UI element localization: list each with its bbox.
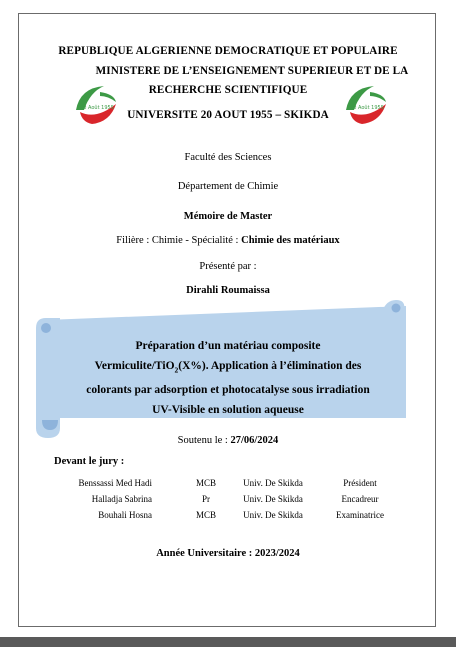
jury-grade: MCB bbox=[195, 478, 216, 488]
academic-year: Année Universitaire : 2023/2024 bbox=[156, 548, 300, 559]
title-line-1: Préparation d’un matériau composite bbox=[135, 340, 321, 352]
title-line-4: UV-Visible en solution aqueuse bbox=[152, 404, 304, 417]
logo-text: 20 Août 1955 bbox=[80, 105, 114, 111]
author: Dirahli Roumaissa bbox=[186, 285, 270, 296]
university-logo-left-icon bbox=[70, 80, 122, 132]
table-row bbox=[0, 477, 456, 490]
filiere-prefix: Filière : Chimie - Spécialité : bbox=[116, 235, 242, 246]
jury-title: Devant le jury : bbox=[54, 456, 125, 467]
presented-by: Présenté par : bbox=[199, 261, 257, 272]
table-row bbox=[0, 493, 456, 506]
table-row bbox=[0, 509, 456, 522]
filiere bbox=[0, 234, 456, 247]
university-logo-right-icon bbox=[340, 80, 392, 132]
jury-role: Encadreur bbox=[341, 494, 379, 504]
jury-grade: MCB bbox=[195, 510, 216, 520]
header-ministry: MINISTERE DE L’ENSEIGNEMENT SUPERIEUR ET DE LA bbox=[95, 65, 409, 77]
faculty: Faculté des Sciences bbox=[184, 152, 272, 163]
memoir-title bbox=[34, 336, 422, 420]
jury-univ: Univ. De Skikda bbox=[243, 510, 303, 520]
speciality: Chimie des matériaux bbox=[241, 235, 340, 246]
logo-text: 20 Août 1955 bbox=[350, 105, 384, 111]
jury-univ: Univ. De Skikda bbox=[243, 478, 303, 488]
memoir-type: Mémoire de Master bbox=[183, 211, 273, 222]
title-line-2: Vermiculite/TiO$_2$(X%). Application à l’élimination des bbox=[94, 360, 362, 375]
jury-name: Halladja Sabrina bbox=[91, 494, 152, 504]
header-republic: REPUBLIQUE ALGERIENNE DEMOCRATIQUE ET POPULAIRE bbox=[58, 45, 398, 57]
jury-univ: Univ. De Skikda bbox=[243, 494, 303, 504]
jury-role: Président bbox=[343, 478, 377, 488]
bottom-band bbox=[0, 637, 456, 647]
department: Département de Chimie bbox=[177, 181, 279, 192]
jury-name: Benssassi Med Hadi bbox=[78, 478, 152, 488]
jury-role: Examinatrice bbox=[336, 510, 384, 520]
header-research: RECHERCHE SCIENTIFIQUE bbox=[148, 84, 308, 96]
title-line-3: colorants par adsorption et photocatalyse sous irradiation bbox=[86, 384, 370, 397]
jury-grade: Pr bbox=[201, 494, 210, 504]
jury-name: Bouhali Hosna bbox=[98, 510, 152, 520]
header-university: UNIVERSITE 20 AOUT 1955 – SKIKDA bbox=[127, 109, 329, 121]
defense-date: Soutenu le : 27/06/2024 bbox=[177, 435, 279, 446]
